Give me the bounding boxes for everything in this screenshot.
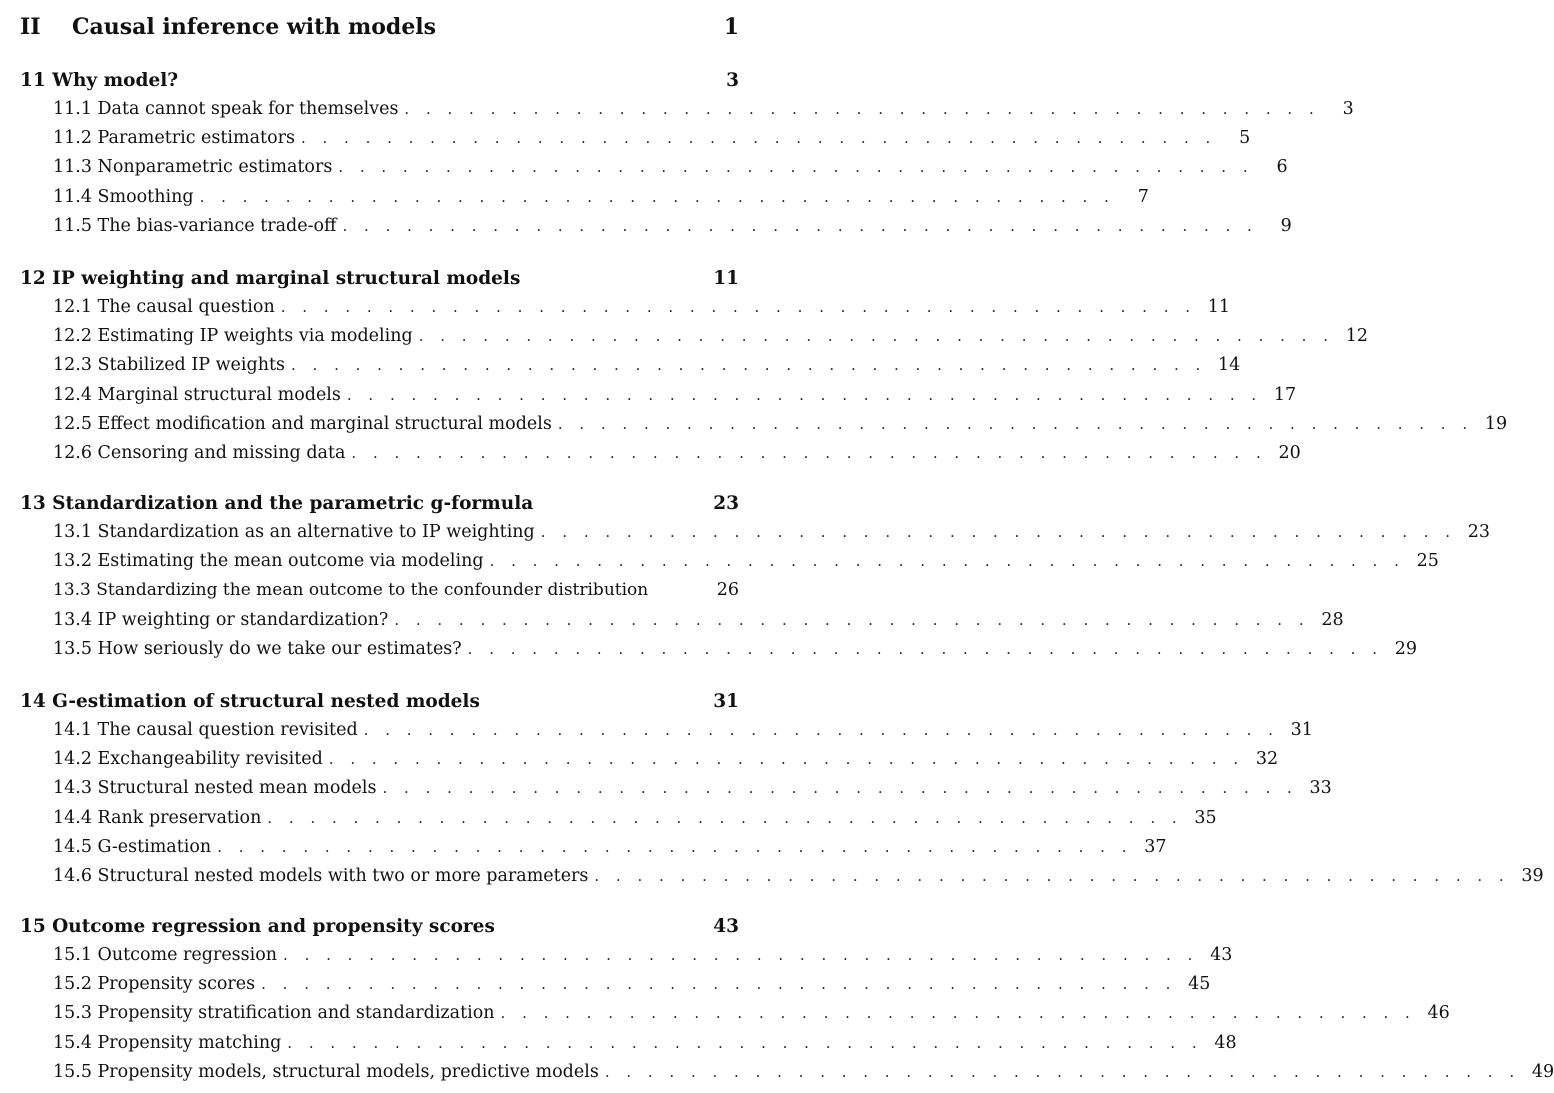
toc-entry[interactable] xyxy=(53,384,1297,414)
dot-leader: . . . . . . . . . . . . . . . . . . . . . . . . . . . . . . . . . . . . . . . . . . . xyxy=(280,298,1197,316)
entry-title: 13.5 How seriously do we take our estimates? xyxy=(53,638,462,659)
entry-page-number: 7 xyxy=(1137,186,1149,207)
dot-leader: . . . . . . . . . . . . . . . . . . . . . . . . . . . . . . . . . . . . . . . . . . . xyxy=(338,158,1254,177)
toc-entry[interactable] xyxy=(53,413,1508,443)
toc-entry[interactable] xyxy=(53,99,1354,128)
entry-title: 12.5 Effect modification and marginal structural models xyxy=(53,413,552,434)
toc-entry[interactable] xyxy=(53,442,1301,472)
dot-leader: . . . . . . . . . . . . . . . . . . . . . . . . . . . . . . . . . . . . . . . . . . . xyxy=(557,414,1474,433)
dot-leader: . . . . . . . . . . . . . . . . . . . . . . . . . . . . . . . . . . . . . . . . . . . xyxy=(351,443,1267,462)
dot-leader: . . . . . . . . . . . . . . . . . . . . . . . . . . . . . . . . . . . . . . . . . . . xyxy=(418,327,1334,346)
entry-title: 15.3 Propensity stratification and standardization xyxy=(53,1003,495,1024)
chapter-heading[interactable] xyxy=(20,493,739,522)
entry-page-number: 9 xyxy=(1280,215,1292,236)
entry-page-number: 11 xyxy=(1207,297,1231,317)
entry-page-number: 35 xyxy=(1194,807,1217,828)
part-heading[interactable] xyxy=(20,14,739,48)
dot-leader: . . . . . . . . . . . . . . . . . . . . . . . . . . . . . . . . . . . . . . . . . . . xyxy=(300,129,1217,148)
entry-page-number: 31 xyxy=(1290,720,1313,740)
chapter-11 xyxy=(0,70,1354,245)
entry-page-number: 39 xyxy=(1521,865,1544,886)
chapter-heading[interactable] xyxy=(20,691,739,720)
entry-page-number: 29 xyxy=(1394,638,1417,659)
toc-entry[interactable] xyxy=(53,807,1217,837)
entry-page-number: 17 xyxy=(1273,384,1297,405)
entry-title: 12.3 Stabilized IP weights xyxy=(53,355,285,376)
dot-leader: . . . . . . . . . . . . . . . . . . . . . . . . . . . . . . . . . . . . . . . . . . . xyxy=(404,100,1320,118)
dot-leader: . . . . . . . . . . . . . . . . . . . . . . . . . . . . . . . . . . . . . . . . . . . xyxy=(261,975,1177,994)
toc-entry[interactable] xyxy=(53,749,1279,778)
entry-page-number: 43 xyxy=(1210,945,1233,965)
dot-leader: . . . . . . . . . . . . . . . . . . . . . . . . . . . . . . . . . . . . . . . . . . . xyxy=(291,356,1207,375)
entry-page-number: 33 xyxy=(1309,778,1332,799)
entry-title: 15.1 Outcome regression xyxy=(53,945,278,965)
entry-title: 14.3 Structural nested mean models xyxy=(53,778,377,799)
entry-page-number: 48 xyxy=(1214,1032,1237,1053)
chapter-title: 15 Outcome regression and propensity scores xyxy=(20,916,495,937)
entry-title: 13.3 Standardizing the mean outcome to the confounder distribution xyxy=(53,580,649,601)
chapter-title: 11 Why model? xyxy=(20,70,179,91)
entry-page-number: 20 xyxy=(1278,442,1301,463)
chapter-title: 12 IP weighting and marginal structural models xyxy=(20,268,521,289)
dot-leader: . . . . . . . . . . . . . . . . . . . . . . . . . . . . . . . . . . . . . . . . . . . xyxy=(489,552,1405,571)
dot-leader: . . . . . . . . . . . . . . . . . . . . . . . . . . . . . . . . . . . . . . . . . . . xyxy=(287,1033,1203,1052)
chapter-15 xyxy=(0,916,1554,1091)
toc-entry[interactable] xyxy=(53,609,1344,639)
toc-entry[interactable] xyxy=(53,215,1292,245)
entry-page-number: 46 xyxy=(1427,1003,1450,1024)
entry-page-number: 6 xyxy=(1276,157,1288,178)
chapter-title: 14 G-estimation of structural nested models xyxy=(20,691,480,712)
chapter-page-number: 31 xyxy=(713,691,739,712)
chapter-13 xyxy=(0,493,1491,668)
chapter-heading[interactable] xyxy=(20,268,739,297)
toc-entry[interactable] xyxy=(53,326,1368,355)
entry-page-number: 49 xyxy=(1531,1061,1554,1082)
entry-title: 11.2 Parametric estimators xyxy=(53,128,295,149)
toc-entry[interactable] xyxy=(53,1061,1554,1091)
entry-page-number: 23 xyxy=(1467,522,1491,542)
entry-title: 11.1 Data cannot speak for themselves xyxy=(53,99,399,119)
toc-entry[interactable] xyxy=(53,355,1241,384)
entry-page-number: 26 xyxy=(716,580,739,601)
chapter-14 xyxy=(0,691,1544,895)
toc-entry[interactable] xyxy=(53,974,1211,1003)
chapter-page-number: 43 xyxy=(713,916,739,937)
entry-page-number: 3 xyxy=(1342,99,1354,119)
entry-page-number: 28 xyxy=(1321,609,1344,630)
entry-title: 13.2 Estimating the mean outcome via modeling xyxy=(53,551,484,572)
chapter-heading[interactable] xyxy=(20,916,739,945)
toc-entry[interactable] xyxy=(53,522,1491,551)
entry-title: 13.1 Standardization as an alternative to IP weighting xyxy=(53,522,535,542)
part-title: Causal inference with models xyxy=(72,14,437,40)
toc-entry[interactable] xyxy=(53,128,1251,157)
entry-title: 11.4 Smoothing xyxy=(53,186,194,207)
entry-title: 13.4 IP weighting or standardization? xyxy=(53,609,389,630)
dot-leader: . . . . . . . . . . . . . . . . . . . . . . . . . . . . . . . . . . . . . . . . . . . xyxy=(217,837,1133,856)
dot-leader: . . . . . . . . . . . . . . . . . . . . . . . . . . . . . . . . . . . . . . . . . . . xyxy=(267,808,1183,827)
dot-leader: . . . . . . . . . . . . . . . . . . . . . . . . . . . . . . . . . . . . . . . . . . . xyxy=(594,866,1510,885)
toc-entry[interactable] xyxy=(53,297,1231,326)
entry-title: 14.6 Structural nested models with two or more parameters xyxy=(53,865,589,886)
entry-title: 12.2 Estimating IP weights via modeling xyxy=(53,326,413,347)
toc-entry[interactable] xyxy=(53,1032,1237,1062)
chapter-page-number: 23 xyxy=(713,493,739,514)
toc-entry[interactable] xyxy=(53,1003,1450,1032)
dot-leader: . . . . . . . . . . . . . . . . . . . . . . . . . . . . . . . . . . . . . . . . . . . xyxy=(342,216,1258,235)
entry-page-number: 19 xyxy=(1484,413,1508,434)
chapter-title: 13 Standardization and the parametric g-formula xyxy=(20,493,534,514)
dot-leader: . . . . . . . . . . . . . . . . . . . . . . . . . . . . . . . . . . . . . . . . . . . xyxy=(199,187,1115,206)
entry-title: 14.4 Rank preservation xyxy=(53,807,262,828)
entry-title: 14.5 G-estimation xyxy=(53,836,212,857)
dot-leader: . . . . . . . . . . . . . . . . . . . . . . . . . . . . . . . . . . . . . . . . . . . xyxy=(283,946,1199,964)
dot-leader: . . . . . . . . . . . . . . . . . . . . . . . . . . . . . . . . . . . . . . . . . . . xyxy=(394,610,1310,629)
entry-page-number: 5 xyxy=(1239,128,1251,149)
entry-title: 15.4 Propensity matching xyxy=(53,1032,282,1053)
dot-leader: . . . . . . . . . . . . . . . . . . . . . . . . . . . . . . . . . . . . . . . . . . . xyxy=(540,523,1457,541)
entry-page-number: 12 xyxy=(1345,326,1368,347)
entry-title: 11.5 The bias-variance trade-off xyxy=(53,215,337,236)
toc-entry[interactable] xyxy=(53,945,1233,974)
toc-entry[interactable] xyxy=(53,720,1313,749)
toc-entry[interactable] xyxy=(53,186,1149,216)
entry-title: 14.2 Exchangeability revisited xyxy=(53,749,323,770)
dot-leader: . . . . . . . . . . . . . . . . . . . . . . . . . . . . . . . . . . . . . . . . . . . xyxy=(382,779,1298,798)
entry-title: 14.1 The causal question revisited xyxy=(53,720,358,740)
entry-title: 12.6 Censoring and missing data xyxy=(53,442,346,463)
entry-page-number: 25 xyxy=(1416,551,1439,572)
entry-page-number: 37 xyxy=(1144,836,1167,857)
toc-entry[interactable] xyxy=(53,580,739,609)
dot-leader: . . . . . . . . . . . . . . . . . . . . . . . . . . . . . . . . . . . . . . . . . . . xyxy=(467,639,1383,658)
dot-leader: . . . . . . . . . . . . . . . . . . . . . . . . . . . . . . . . . . . . . . . . . . . xyxy=(604,1062,1521,1081)
entry-page-number: 45 xyxy=(1188,974,1211,995)
toc-entry[interactable] xyxy=(53,778,1332,807)
dot-leader: . . . . . . . . . . . . . . . . . . . . . . . . . . . . . . . . . . . . . . . . . . . xyxy=(328,750,1245,769)
part-number: II xyxy=(20,14,41,40)
entry-page-number: 14 xyxy=(1218,355,1241,376)
entry-title: 11.3 Nonparametric estimators xyxy=(53,157,333,178)
chapter-heading[interactable] xyxy=(20,70,739,99)
toc-entry[interactable] xyxy=(53,865,1544,895)
chapter-page-number: 11 xyxy=(713,268,739,289)
toc-entry[interactable] xyxy=(53,638,1417,668)
chapter-page-number: 3 xyxy=(726,70,739,91)
entry-title: 15.2 Propensity scores xyxy=(53,974,256,995)
toc-entry[interactable] xyxy=(53,551,1439,580)
chapter-12 xyxy=(0,268,1508,472)
entry-title: 12.1 The causal question xyxy=(53,297,275,317)
dot-leader: . . . . . . . . . . . . . . . . . . . . . . . . . . . . . . . . . . . . . . . . . . . xyxy=(363,721,1279,739)
dot-leader: . . . . . . . . . . . . . . . . . . . . . . . . . . . . . . . . . . . . . . . . . . . xyxy=(346,385,1263,404)
entry-title: 15.5 Propensity models, structural models, predictive models xyxy=(53,1061,599,1082)
part-page-number: 1 xyxy=(723,14,739,40)
entry-title: 12.4 Marginal structural models xyxy=(53,384,341,405)
toc-entry[interactable] xyxy=(53,157,1288,186)
toc-entry[interactable] xyxy=(53,836,1167,866)
entry-page-number: 32 xyxy=(1255,749,1279,770)
dot-leader: . . . . . . . . . . . . . . . . . . . . . . . . . . . . . . . . . . . . . . . . . . . xyxy=(500,1004,1416,1023)
